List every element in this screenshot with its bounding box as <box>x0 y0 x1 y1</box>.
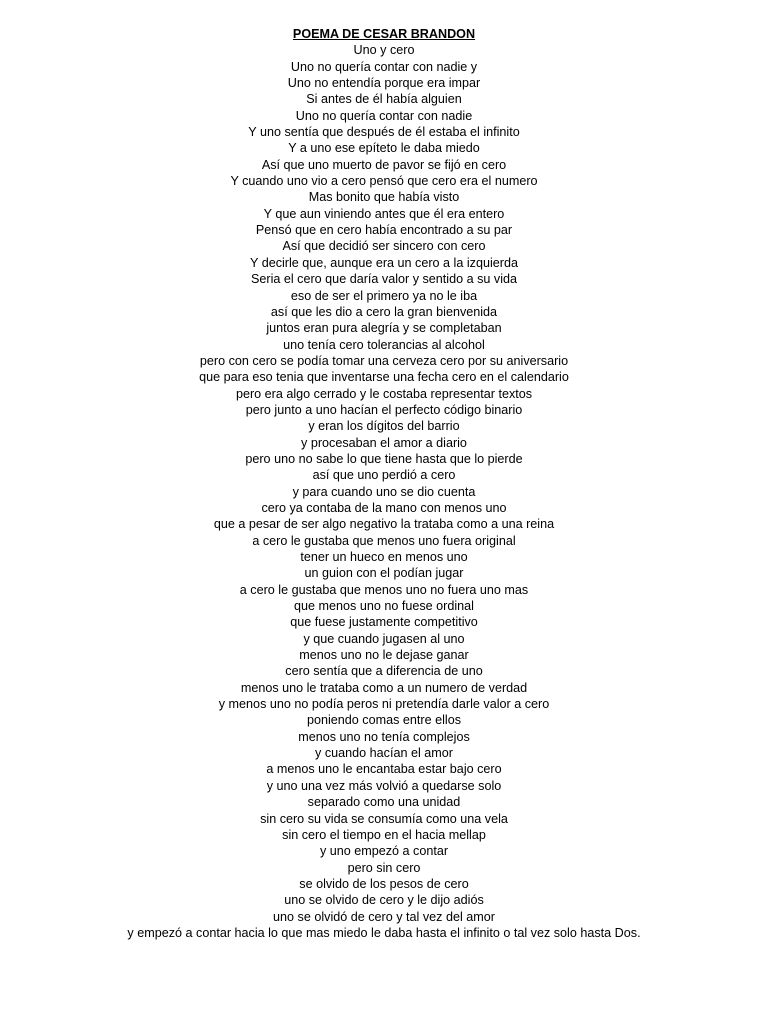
poem-line: y uno una vez más volvió a quedarse solo <box>266 778 502 793</box>
poem-line: Así que uno muerto de pavor se fijó en cero <box>261 157 507 172</box>
poem-line: que menos uno no fuese ordinal <box>294 599 474 614</box>
poem-line: pero era algo cerrado y le costaba representar textos <box>235 386 533 401</box>
poem-line: Así que decidió ser sincero con cero <box>282 239 486 254</box>
poem-line: eso de ser el primero ya no le iba <box>290 288 478 303</box>
poem-line: menos uno no tenía complejos <box>298 729 470 744</box>
poem-line: poniendo comas entre ellos <box>306 713 462 728</box>
poem-line: pero uno no sabe lo que tiene hasta que lo pierde <box>245 451 523 466</box>
poem-line: Seria el cero que daría valor y sentido a su vida <box>250 272 518 287</box>
poem-line: sin cero su vida se consumía como una vela <box>260 811 508 826</box>
poem-line: así que uno perdió a cero <box>312 468 456 483</box>
poem-line: que fuese justamente competitivo <box>290 615 478 630</box>
poem-line: uno se olvidó de cero y tal vez del amor <box>273 909 495 924</box>
poem-line: cero sentía que a diferencia de uno <box>285 664 483 679</box>
poem-line: uno tenía cero tolerancias al alcohol <box>283 337 485 352</box>
poem-line: pero con cero se podía tomar una cerveza cero por su aniversario <box>199 353 569 368</box>
poem-line: y que cuando jugasen al uno <box>303 631 465 646</box>
poem-title: POEMA DE CESAR BRANDON <box>292 27 476 41</box>
poem-line: y empezó a contar hacia lo que mas miedo le daba hasta el infinito o tal vez solo hasta Dos. <box>127 925 641 940</box>
poem-line: así que les dio a cero la gran bienvenida <box>270 304 498 319</box>
poem-line: a cero le gustaba que menos uno fuera original <box>252 533 516 548</box>
poem-line: a cero le gustaba que menos uno no fuera uno mas <box>239 582 529 597</box>
poem-line: Uno no quería contar con nadie <box>295 108 473 123</box>
poem-line: y procesaban el amor a diario <box>301 435 467 450</box>
document-page <box>0 26 768 941</box>
poem-line: uno se olvido de cero y le dijo adiós <box>284 893 484 908</box>
poem-line: Y cuando uno vio a cero pensó que cero era el numero <box>230 174 538 189</box>
poem-line: un guion con el podían jugar <box>304 566 464 581</box>
poem-line: Y uno sentía que después de él estaba el infinito <box>248 125 520 140</box>
poem-line: sin cero el tiempo en el hacia mellap <box>282 827 486 842</box>
poem-line: y para cuando uno se dio cuenta <box>292 484 476 499</box>
poem-line: Y que aun viniendo antes que él era entero <box>263 206 505 221</box>
poem-line: que a pesar de ser algo negativo la trataba como a una reina <box>213 517 555 532</box>
poem-line: pero sin cero <box>347 860 421 875</box>
poem-line: separado como una unidad <box>307 795 461 810</box>
poem-line: Uno y cero <box>353 43 415 58</box>
poem-line: y eran los dígitos del barrio <box>308 419 460 434</box>
poem-line: juntos eran pura alegría y se completaban <box>266 321 502 336</box>
poem-line: que para eso tenia que inventarse una fecha cero en el calendario <box>199 370 569 385</box>
poem-line: Si antes de él había alguien <box>306 92 462 107</box>
poem-line: menos uno no le dejase ganar <box>299 648 469 663</box>
poem-line: Pensó que en cero había encontrado a su par <box>255 223 513 238</box>
poem-body <box>0 42 768 941</box>
poem-line: cero ya contaba de la mano con menos uno <box>261 500 507 515</box>
poem-line: se olvido de los pesos de cero <box>299 876 469 891</box>
poem-line: y cuando hacían el amor <box>315 746 453 761</box>
poem-line: Y a uno ese epíteto le daba miedo <box>288 141 480 156</box>
poem-line: pero junto a uno hacían el perfecto código binario <box>245 402 523 417</box>
poem-line: Uno no quería contar con nadie y <box>290 59 478 74</box>
poem-line: Uno no entendía porque era impar <box>287 76 481 91</box>
poem-line: y menos uno no podía peros ni pretendía darle valor a cero <box>218 697 550 712</box>
poem-line: Y decirle que, aunque era un cero a la izquierda <box>250 255 518 270</box>
poem-line: y uno empezó a contar <box>319 844 449 859</box>
poem-line: tener un hueco en menos uno <box>300 550 468 564</box>
poem-line: menos uno le trataba como a un numero de verdad <box>240 680 528 695</box>
poem-line: a menos uno le encantaba estar bajo cero <box>266 762 502 777</box>
poem-line: Mas bonito que había visto <box>308 190 460 205</box>
